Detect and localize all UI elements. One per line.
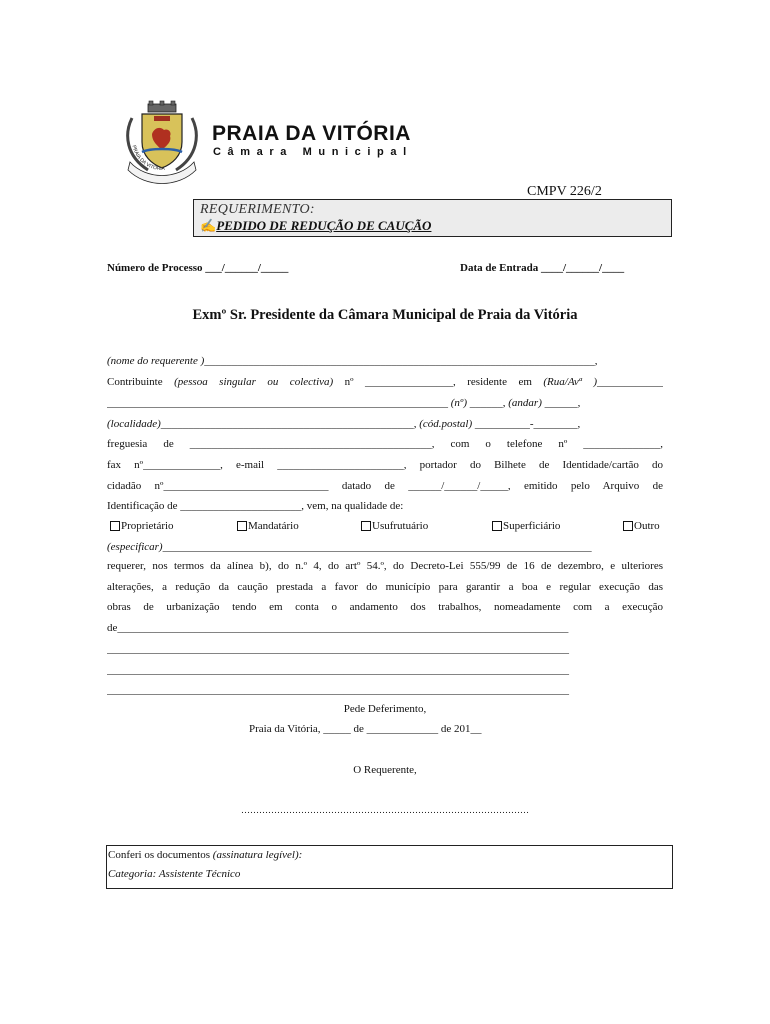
writing-hand-icon: ✍ (200, 218, 217, 233)
signature-line: …………………………………………………………………………………… (241, 805, 529, 815)
body-text-line-3: obras de urbanização tendo em conta o andamento dos trabalhos, nomeadamente com a execução (107, 601, 663, 613)
blank-morada: ______________________________________________________________ (107, 397, 448, 409)
label-conferi: Conferi os documentos (108, 849, 213, 861)
label-rua: (Rua/Avª ) (543, 376, 597, 388)
form-line-identificacao: Identificação de ______________________, vem, na qualidade de: (107, 500, 404, 512)
label-cod-postal: (cód.postal) (419, 418, 473, 430)
document-code: CMPV 226/2 (527, 184, 602, 199)
municipal-crest-logo (118, 100, 206, 186)
checkbox-icon (623, 521, 633, 531)
label-localidade: (localidade) (107, 418, 161, 430)
label-pessoa: (pessoa singular ou colectiva) (174, 376, 334, 388)
form-line-fax: fax nº______________, e-mail _______________________, portador do Bilhete de Identidade/cartão do (107, 459, 663, 471)
checkbox-icon (110, 521, 120, 531)
blank-line-1: ____________________________________________________________________________________ (107, 643, 569, 655)
request-subtitle-text: PEDIDO DE REDUÇÃO DE CAUÇÃO (216, 218, 432, 233)
label-categoria: Categoria: Assistente Técnico (108, 868, 241, 880)
blank-numero: ______, (467, 397, 509, 409)
blank-line-3: ____________________________________________________________________________________ (107, 684, 569, 696)
label-especificar: (especificar) (107, 541, 163, 553)
option-proprietario[interactable] (110, 520, 174, 532)
option-label: Usufrutuário (372, 520, 429, 532)
date-line: Praia da Vitória, _____ de _____________ de 201__ (249, 723, 482, 735)
body-text-line-1: requerer, nos termos da alínea b), do n.º 4, do artº 54.º, do Decreto-Lei 555/99 de 16 de dezembro, e ulteriores (107, 560, 663, 572)
checkbox-icon (237, 521, 247, 531)
blank-cod-postal: __________-________, (472, 418, 581, 430)
form-line-de: de__________________________________________________________________________________ (107, 622, 569, 634)
conferi-line (108, 849, 302, 861)
brand-name: PRAIA DA VITÓRIA (212, 122, 411, 145)
form-line-freguesia: freguesia de ____________________________________________, com o telefone nº ______________, (107, 438, 663, 450)
form-line-cidadao: cidadão nº______________________________ datado de ______/______/_____, emitido pelo Arquivo de (107, 480, 663, 492)
request-title-box (193, 199, 672, 237)
checkbox-icon (492, 521, 502, 531)
brand-subtitle: Câmara Municipal (213, 146, 413, 158)
label-andar: (andar) (508, 397, 542, 409)
blank-localidade: ______________________________________________, (160, 418, 420, 430)
process-number-field: Número de Processo ___/______/_____ (107, 262, 289, 274)
option-label: Mandatário (248, 520, 299, 532)
form-line-localidade (107, 418, 663, 430)
blank-especificar: ______________________________________________________________________________ (162, 541, 592, 553)
label-requerente: (nome do requerente ) (107, 355, 205, 367)
option-mandatario[interactable] (237, 520, 299, 532)
request-subtitle (200, 218, 431, 234)
label-numero: (nº) (448, 397, 467, 409)
form-line-contribuinte (107, 376, 663, 388)
body-text-line-2: alterações, a redução da caução prestada a favor do município para garantir a boa e regular execução das (107, 581, 663, 593)
request-title: REQUERIMENTO: (200, 202, 315, 217)
categoria-line (108, 868, 240, 880)
option-superficiario[interactable] (492, 520, 560, 532)
form-line-requerente (107, 355, 663, 367)
option-usufrutuario[interactable] (361, 520, 428, 532)
pede-deferimento: Pede Deferimento, (343, 703, 427, 715)
addressee-heading: Exmº Sr. Presidente da Câmara Municipal de Praia da Vitória (192, 307, 578, 323)
blank-line-2: ____________________________________________________________________________________ (107, 664, 569, 676)
label-contribuinte: Contribuinte (107, 376, 175, 388)
blank-requerente: _______________________________________________________________________, (204, 355, 598, 367)
entry-date-field: Data de Entrada ____/______/____ (460, 262, 625, 274)
requerente-label: O Requerente, (353, 764, 417, 776)
checkbox-icon (361, 521, 371, 531)
blank-andar: ______, (541, 397, 581, 409)
blank-rua: ____________ (596, 376, 663, 388)
label-assinatura: (assinatura legível): (212, 849, 303, 861)
crest-text: PRAIA DA VITÓRIA (130, 144, 165, 173)
verification-box (106, 845, 673, 889)
option-label: Outro (634, 520, 660, 532)
option-label: Proprietário (121, 520, 174, 532)
option-label: Superficiário (503, 520, 561, 532)
form-line-morada (107, 397, 663, 409)
option-outro[interactable] (623, 520, 660, 532)
form-line-especificar (107, 541, 663, 553)
label-residente: nº ________________, residente em (333, 376, 544, 388)
